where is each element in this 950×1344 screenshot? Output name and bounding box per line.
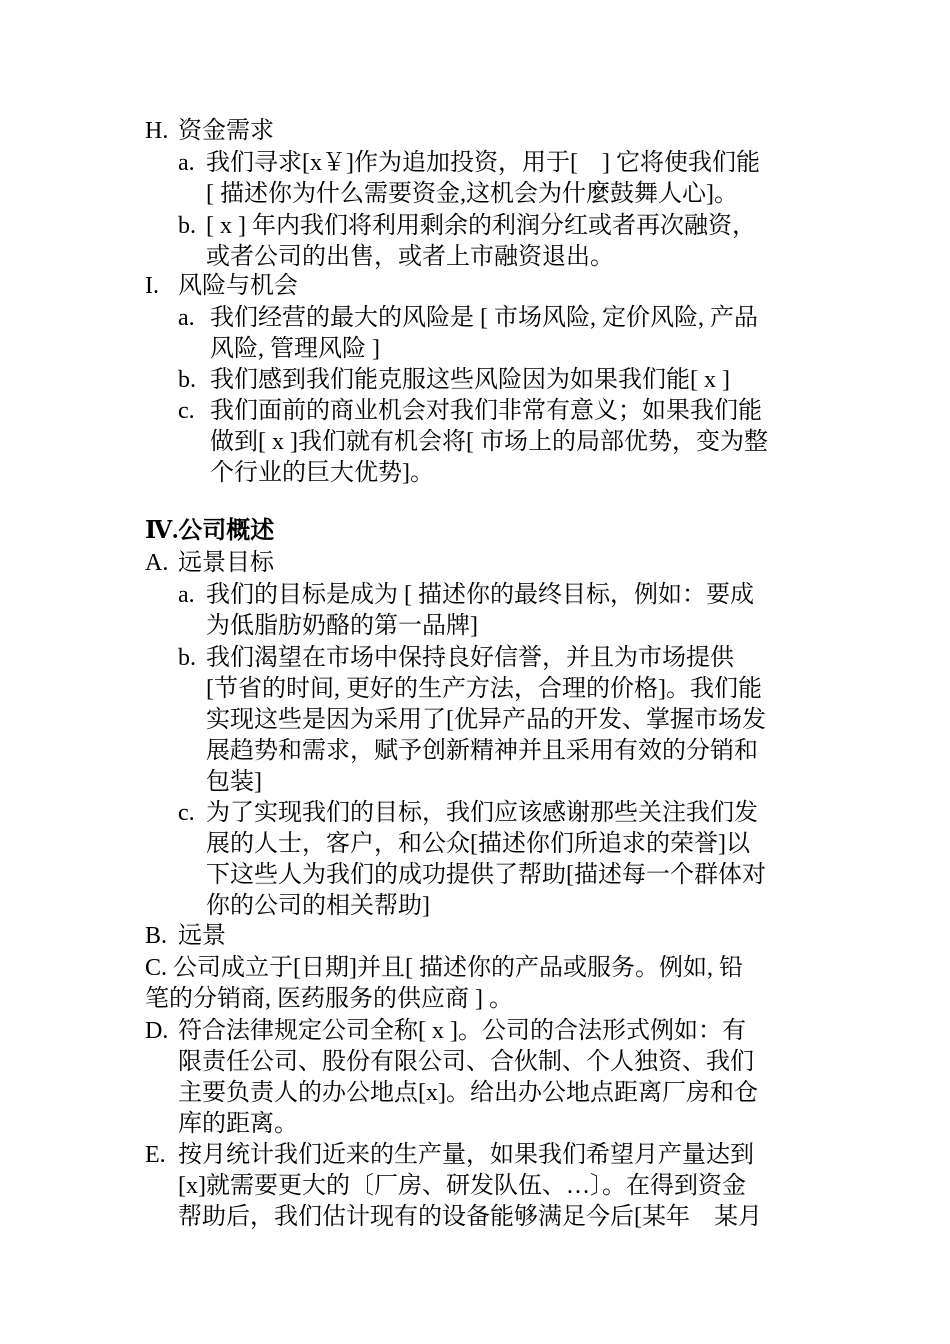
item-line: 我们面前的商业机会对我们非常有意义；如果我们能 [210,398,762,424]
chapter-heading: Ⅳ.公司概述 [145,518,275,544]
item-line: 我们的目标是成为 [ 描述你的最终目标，例如：要成 [206,582,754,608]
item-line: [ 描述你为什么需要资金,这机会为什麼鼓舞人心]。 [206,181,738,207]
item-line: 我们经营的最大的风险是 [ 市场风险, 定价风险, 产品 [210,305,758,331]
item-marker: a. [178,305,195,331]
item-line: 包装] [206,769,262,795]
item-line: 你的公司的相关帮助] [206,893,430,919]
item-line: 个行业的巨大优势]。 [210,460,434,486]
item-line: 风险, 管理风险 ] [210,336,380,362]
section-marker-e: E. [145,1142,166,1168]
section-marker-i: I. [145,273,159,299]
paragraph-c-line: C. 公司成立于[日期]并且[ 描述你的产品或服务。例如, 铅 [145,955,743,981]
item-line: 或者公司的出售，或者上市融资退出。 [206,244,614,270]
item-line: 实现这些是因为采用了[优异产品的开发、掌握市场发 [206,707,766,733]
paragraph-d-line: 符合法律规定公司全称[ x ]。公司的合法形式例如：有 [178,1018,746,1044]
section-marker-d: D. [145,1018,169,1044]
section-marker-a: A. [145,550,169,576]
item-marker: b. [178,645,196,671]
section-title-b: 远景 [178,923,226,949]
paragraph-d-line: 库的距离。 [178,1111,298,1137]
item-line: 我们寻求[x￥]作为追加投资，用于[ ] 它将使我们能 [206,150,760,176]
item-marker: b. [178,213,196,239]
paragraph-c-line: 笔的分销商, 医药服务的供应商 ] 。 [145,986,513,1012]
item-line: [节省的时间, 更好的生产方法，合理的价格]。我们能 [206,676,762,702]
paragraph-d-line: 限责任公司、股份有限公司、合伙制、个人独资、我们 [178,1049,754,1075]
section-title-a: 远景目标 [178,550,274,576]
item-marker: a. [178,582,195,608]
item-line: 展的人士，客户，和公众[描述你们所追求的荣誉]以 [206,831,750,857]
paragraph-e-line: 按月统计我们近来的生产量，如果我们希望月产量达到 [178,1142,754,1168]
item-marker: a. [178,150,195,176]
paragraph-d-line: 主要负责人的办公地点[x]。给出办公地点距离厂房和仓 [178,1080,758,1106]
paragraph-e-line: 帮助后，我们估计现有的设备能够满足今后[某年 某月 [178,1204,762,1230]
item-line: 我们感到我们能克服这些风险因为如果我们能[ x ] [210,367,730,393]
item-marker: c. [178,398,195,424]
section-marker-b: B. [145,923,168,949]
item-line: [ x ] 年内我们将利用剩余的利润分红或者再次融资， [206,213,756,239]
item-line: 我们渴望在市场中保持良好信誉，并且为市场提供 [206,645,734,671]
item-line: 为低脂肪奶酪的第一品牌] [206,613,478,639]
item-line: 做到[ x ]我们就有机会将[ 市场上的局部优势，变为整 [210,429,768,455]
section-marker-h: H. [145,118,169,144]
item-line: 下这些人为我们的成功提供了帮助[描述每一个群体对 [206,862,766,888]
section-title-h: 资金需求 [178,118,274,144]
item-line: 为了实现我们的目标，我们应该感谢那些关注我们发 [206,800,758,826]
section-title-i: 风险与机会 [178,273,298,299]
item-marker: c. [178,800,195,826]
item-line: 展趋势和需求，赋予创新精神并且采用有效的分销和 [206,738,758,764]
paragraph-e-line: [x]就需要更大的〔厂房、研发队伍、…〕。在得到资金 [178,1173,746,1199]
item-marker: b. [178,367,196,393]
